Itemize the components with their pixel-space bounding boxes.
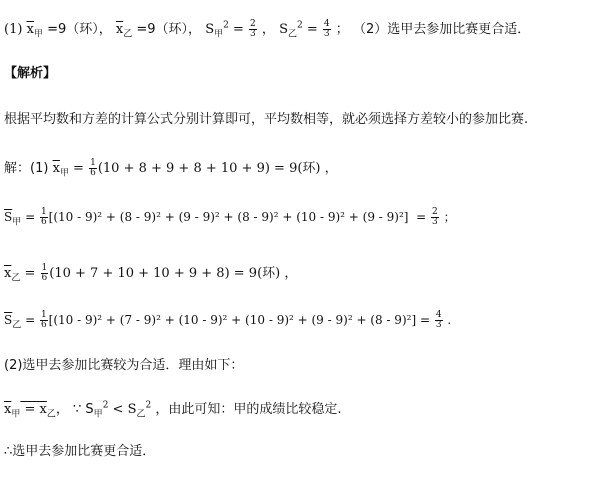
s-jia-fraction xyxy=(249,20,257,39)
p2-s-jia-sub: 甲 xyxy=(93,409,103,420)
s-jia-eq: = xyxy=(232,22,244,37)
var-jia-frac-leading xyxy=(40,208,48,227)
var-yi-den: 3 xyxy=(435,320,442,330)
part2-line3: ∴选甲去参加比赛更合适． xyxy=(4,444,156,459)
s-yi-den: 3 xyxy=(323,29,330,39)
mean-jia-frac-num: 1 xyxy=(90,158,96,168)
mean-yi-frac-num: 1 xyxy=(41,263,48,273)
var-jia-line: $\overline{S}_甲$ = $\frac{1}{6}$ [(10 - 9)² + (8 - 9)² + (9 - 9)² + (8 - 9)² + (10 - 9)² + (9 - 9)²] = $\frac{2}{3}$ ； xyxy=(4,207,456,228)
separator: ， xyxy=(261,22,275,37)
x-yi-symbol: $\overline{x}$ xyxy=(115,22,124,37)
var-yi-lead-num: 1 xyxy=(40,310,47,320)
var-yi-eq: = xyxy=(419,313,431,327)
var-jia-end: ； xyxy=(443,210,456,224)
s-yi-fraction xyxy=(323,20,331,39)
analysis-heading: 【解析】 xyxy=(4,66,57,81)
var-jia-num: 2 xyxy=(432,207,438,217)
var-yi-line: $\overline{S}_乙$ = $\frac{1}{6}$ [(10 - 9)² + (7 - 9)² + (10 - 9)² + (10 - 9)² + (9 - 9)² + (8 - 9)²] = $\frac{4}{3}$ . xyxy=(4,310,452,331)
mean-jia-expr: (10 + 8 + 9 + 8 + 10 + 9) = 9(环) ， xyxy=(97,161,338,176)
var-yi-end: . xyxy=(447,313,452,327)
p2-s-yi-exp: 2 xyxy=(145,400,152,411)
s-jia-num: 2 xyxy=(250,19,256,29)
mean-yi-line: $\overline{x}_乙$ = $\frac{1}{6}$ (10 + 7 + 10 + 10 + 9 + 8) = 9(环) ， xyxy=(4,263,298,284)
s-yi-symbol: S xyxy=(279,22,288,37)
part2-line1: (2)选甲去参加比赛较为合适．理由如下： xyxy=(4,358,244,373)
p2-because: ， ∵ S xyxy=(55,402,94,417)
var-yi-expr: [(10 - 9)² + (7 - 9)² + (10 - 9)² + (10 - 9)² + (9 - 9)² + (8 - 9)²] xyxy=(48,313,417,327)
p2-s-jia-exp: 2 xyxy=(102,400,109,411)
p2-lt: < S xyxy=(108,402,137,417)
x-jia-symbol: $\overline{x}$ xyxy=(26,22,34,37)
var-jia-lead-den: 6 xyxy=(40,217,47,227)
s-jia-den: 3 xyxy=(250,29,256,39)
var-yi-sub: 乙 xyxy=(12,320,22,331)
mean-jia-var: $\overline{x}$ xyxy=(52,161,60,176)
s-yi-sub: 乙 xyxy=(287,29,297,40)
mean-jia-line: 解：(1) $\overline{x}_甲$ = $\frac{1}{6}$ (10 + 8 + 9 + 8 + 10 + 9) = 9(环) ， xyxy=(4,158,338,179)
s-jia-exp: 2 xyxy=(223,20,229,31)
p2-x-yi-sub: 乙 xyxy=(46,409,56,420)
analysis-text: 根据平均数和方差的计算公式分别计算即可，平均数相等，就必须选择方差较小的参加比赛. xyxy=(4,112,529,127)
solution-intro: 解：(1) xyxy=(4,161,49,176)
x-jia-sub: 甲 xyxy=(33,29,43,40)
part1-prefix: (1) xyxy=(4,22,23,37)
var-yi-result xyxy=(435,311,443,330)
p2-s-yi-sub: 乙 xyxy=(136,409,146,420)
semicolon: ； xyxy=(335,22,349,37)
mean-yi-frac-den: 6 xyxy=(41,273,48,283)
mean-jia-frac-den: 6 xyxy=(90,168,96,178)
p2-x-jia: $\overline{x}$ xyxy=(4,402,12,417)
p2-x-yi: = x xyxy=(20,402,47,417)
answer-line xyxy=(4,18,530,40)
mean-yi-var: $\overline{x}$ xyxy=(4,266,12,281)
p2-conclusion: ，由此可知：甲的成绩比较稳定. xyxy=(151,402,342,417)
var-jia-eq: = xyxy=(416,210,427,224)
var-jia-result xyxy=(431,208,439,227)
mean-jia-fraction xyxy=(89,159,97,178)
s-jia-sub: 甲 xyxy=(214,29,224,40)
part2-answer: （2）选甲去参加比赛更合适． xyxy=(352,22,531,37)
s-yi-num: 4 xyxy=(323,19,330,29)
mean-jia-sub: 甲 xyxy=(59,168,69,179)
x-jia-value: =9（环）， xyxy=(47,22,112,37)
mean-yi-fraction xyxy=(41,264,49,283)
x-yi-sub: 乙 xyxy=(123,29,133,40)
x-yi-value: =9（环）， xyxy=(136,22,202,37)
p2-x-jia-sub: 甲 xyxy=(11,409,21,420)
var-yi-var: $\overline{S}$ xyxy=(4,313,13,327)
var-jia-sub: 甲 xyxy=(12,217,22,228)
var-jia-var: $\overline{S}$ xyxy=(4,210,13,224)
var-yi-frac-leading xyxy=(40,311,48,330)
s-yi-eq: = xyxy=(306,22,318,37)
s-yi-exp: 2 xyxy=(296,20,303,31)
var-yi-num: 4 xyxy=(435,310,442,320)
var-jia-expr: [(10 - 9)² + (8 - 9)² + (9 - 9)² + (8 - 9)² + (10 - 9)² + (9 - 9)²] xyxy=(48,210,409,224)
part2-line2 xyxy=(4,398,342,420)
mean-yi-sub: 乙 xyxy=(11,273,21,284)
mean-yi-expr: (10 + 7 + 10 + 10 + 9 + 8) = 9(环) ， xyxy=(49,266,298,281)
s-jia-symbol: S xyxy=(205,22,215,37)
var-yi-lead-den: 6 xyxy=(40,320,47,330)
var-jia-den: 3 xyxy=(432,217,438,227)
var-jia-lead-num: 1 xyxy=(40,207,47,217)
